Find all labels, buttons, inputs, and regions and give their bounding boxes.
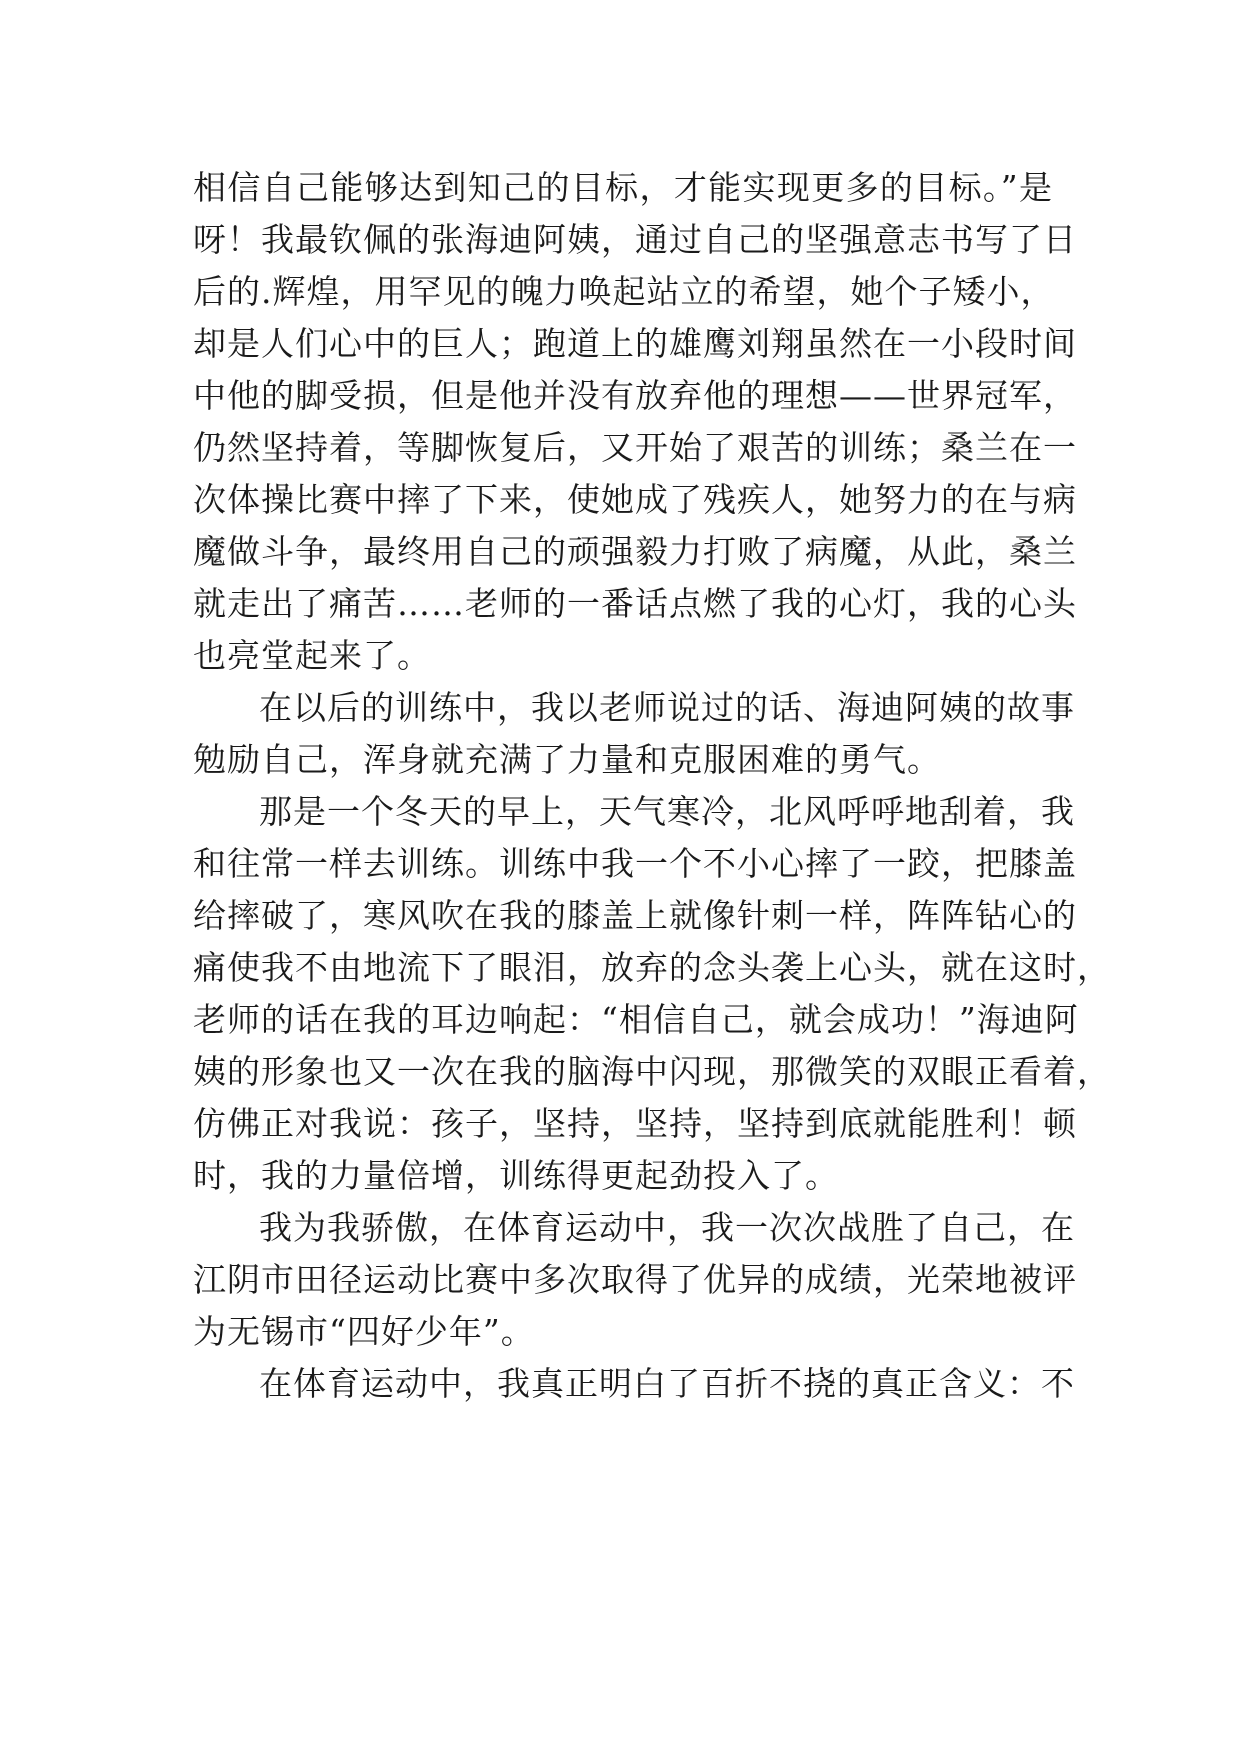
text-line: 时，我的力量倍增，训练得更起劲投入了。 (193, 1156, 839, 1195)
text-line: 姨的形象也又一次在我的脑海中闪现，那微笑的双眼正看着， (193, 1052, 1111, 1091)
text-line: 给摔破了，寒风吹在我的膝盖上就像针刺一样，阵阵钻心的 (193, 896, 1077, 935)
text-line: 魔做斗争，最终用自己的顽强毅力打败了病魔，从此，桑兰 (193, 532, 1077, 571)
text-line: 相信自己能够达到知己的目标，才能实现更多的目标。”是 (193, 168, 1053, 207)
text-line: 中他的脚受损，但是他并没有放弃他的理想——世界冠军， (193, 376, 1077, 415)
text-line: 次体操比赛中摔了下来，使她成了残疾人，她努力的在与病 (193, 480, 1077, 519)
text-line: 也亮堂起来了。 (193, 636, 431, 675)
text-line: 仿佛正对我说：孩子，坚持，坚持，坚持到底就能胜利！顿 (193, 1104, 1077, 1143)
paragraph-first-line: 在体育运动中，我真正明白了百折不挠的真正含义：不 (259, 1364, 1075, 1403)
text-line: 却是人们心中的巨人；跑道上的雄鹰刘翔虽然在一小段时间 (193, 324, 1077, 363)
text-line: 老师的话在我的耳边响起：“相信自己，就会成功！”海迪阿 (193, 1000, 1079, 1039)
paragraph-first-line: 在以后的训练中，我以老师说过的话、海迪阿姨的故事 (259, 688, 1075, 727)
paragraph-first-line: 我为我骄傲，在体育运动中，我一次次战胜了自己，在 (259, 1208, 1075, 1247)
text-line: 后的.辉煌，用罕见的魄力唤起站立的希望，她个子矮小， (193, 272, 1055, 311)
text-line: 仍然坚持着，等脚恢复后，又开始了艰苦的训练；桑兰在一 (193, 428, 1077, 467)
text-line: 江阴市田径运动比赛中多次取得了优异的成绩，光荣地被评 (193, 1260, 1077, 1299)
text-line: 和往常一样去训练。训练中我一个不小心摔了一跤，把膝盖 (193, 844, 1077, 883)
body-text (193, 162, 1111, 1410)
text-line: 就走出了痛苦……老师的一番话点燃了我的心灯，我的心头 (193, 584, 1077, 623)
text-line: 为无锡市“四好少年”。 (193, 1312, 535, 1351)
paragraph-first-line: 那是一个冬天的早上，天气寒冷，北风呼呼地刮着，我 (259, 792, 1075, 831)
text-line: 呀！我最钦佩的张海迪阿姨，通过自己的坚强意志书写了日 (193, 220, 1077, 259)
text-line: 痛使我不由地流下了眼泪，放弃的念头袭上心头，就在这时， (193, 948, 1111, 987)
text-line: 勉励自己，浑身就充满了力量和克服困难的勇气。 (193, 740, 941, 779)
